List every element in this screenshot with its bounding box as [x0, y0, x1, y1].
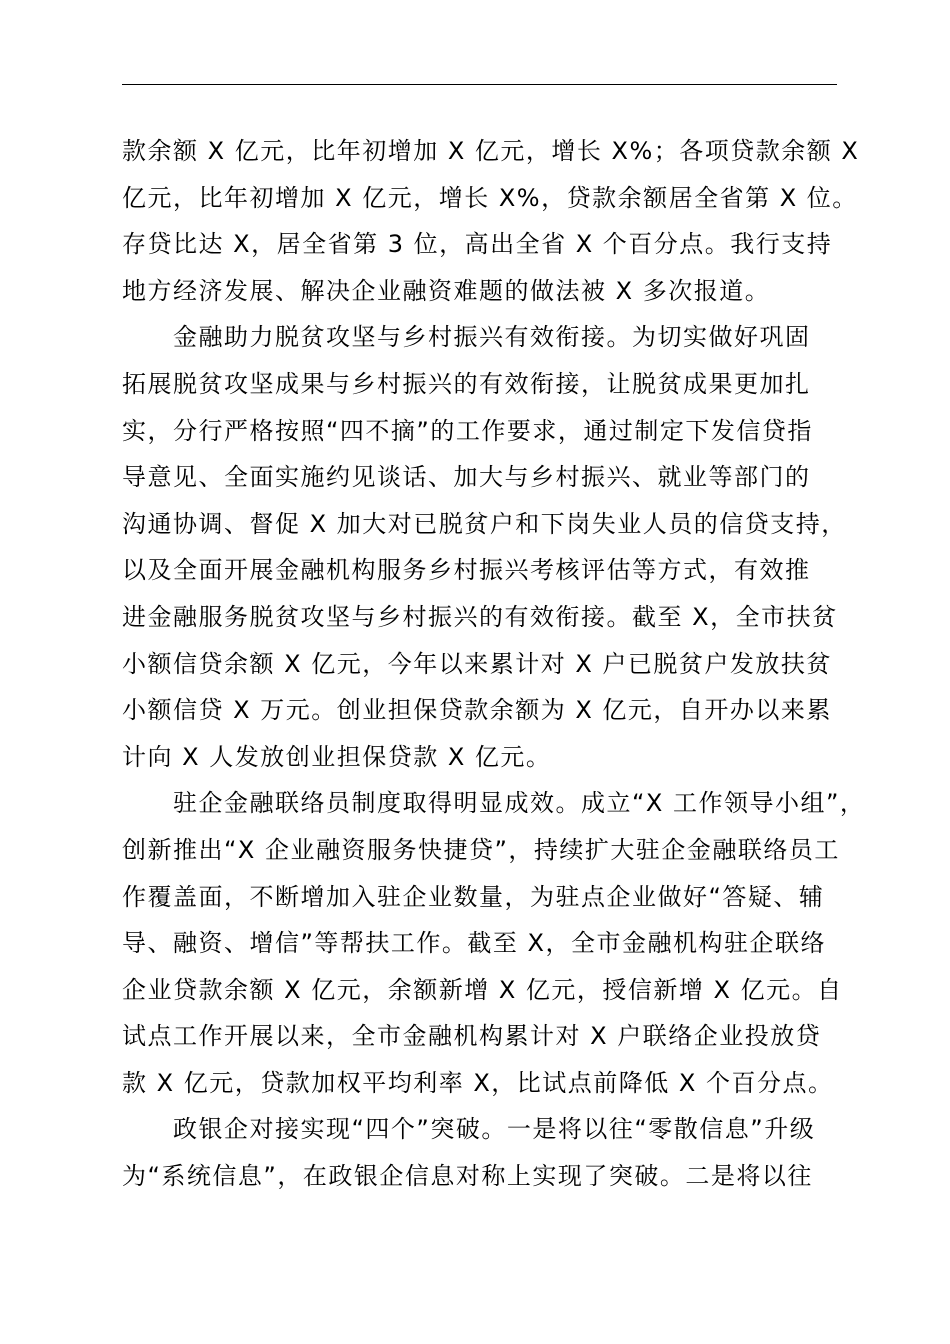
text-line: 沟通协调、督促 X 加大对已脱贫户和下岗失业人员的信贷支持，	[122, 509, 847, 538]
text-line: 款余额 X 亿元，比年初增加 X 亿元，增长 X%；各项贷款余额 X	[122, 137, 860, 165]
text-line: 款 X 亿元，贷款加权平均利率 X，比试点前降低 X 个百分点。	[122, 1068, 834, 1097]
text-line: 存贷比达 X，居全省第 3 位，高出全省 X 个百分点。我行支持	[122, 230, 833, 259]
text-line: 计向 X 人发放创业担保贷款 X 亿元。	[122, 742, 552, 771]
text-line: 亿元，比年初增加 X 亿元，增长 X%，贷款余额居全省第 X 位。	[122, 183, 858, 212]
text-line: 导意见、全面实施约见谈话、加大与乡村振兴、就业等部门的	[122, 463, 811, 492]
paragraph-heading-line: 金融助力脱贫攻坚与乡村振兴有效衔接。为切实做好巩固	[173, 323, 811, 352]
header-rule	[122, 84, 837, 85]
text-line: 为“系统信息”，在政银企信息对称上实现了突破。二是将以往	[122, 1162, 813, 1191]
paragraph-heading-line: 驻企金融联络员制度取得明显成效。成立“X 工作领导小组”，	[173, 789, 866, 818]
document-body	[122, 128, 866, 1200]
text-line: 进金融服务脱贫攻坚与乡村振兴的有效衔接。截至 X，全市扶贫	[122, 602, 838, 631]
text-line: 试点工作开展以来，全市金融机构累计对 X 户联络企业投放贷	[122, 1022, 822, 1051]
text-line: 作覆盖面，不断增加入驻企业数量，为驻点企业做好“答疑、辅	[122, 882, 825, 911]
text-line: 实，分行严格按照“四不摘”的工作要求，通过制定下发信贷指	[122, 416, 813, 445]
text-line: 创新推出“X 企业融资服务快捷贷”，持续扩大驻企金融联络员工	[122, 835, 840, 864]
text-line: 拓展脱贫攻坚成果与乡村振兴的有效衔接，让脱贫成果更加扎	[122, 369, 811, 398]
text-line: 以及全面开展金融机构服务乡村振兴考核评估等方式，有效推	[122, 556, 811, 585]
paragraph-heading-line: 政银企对接实现“四个”突破。一是将以往“零散信息”升级	[173, 1115, 816, 1144]
text-line: 小额信贷余额 X 亿元，今年以来累计对 X 户已脱贫户发放扶贫	[122, 649, 832, 678]
text-line: 导、融资、增信”等帮扶工作。截至 X，全市金融机构驻企联络	[122, 929, 827, 958]
text-line: 企业贷款余额 X 亿元，余额新增 X 亿元，授信新增 X 亿元。自	[122, 975, 843, 1004]
text-line: 小额信贷 X 万元。创业担保贷款余额为 X 亿元，自开办以来累	[122, 696, 832, 725]
text-line: 地方经济发展、解决企业融资难题的做法被 X 多次报道。	[122, 276, 771, 305]
